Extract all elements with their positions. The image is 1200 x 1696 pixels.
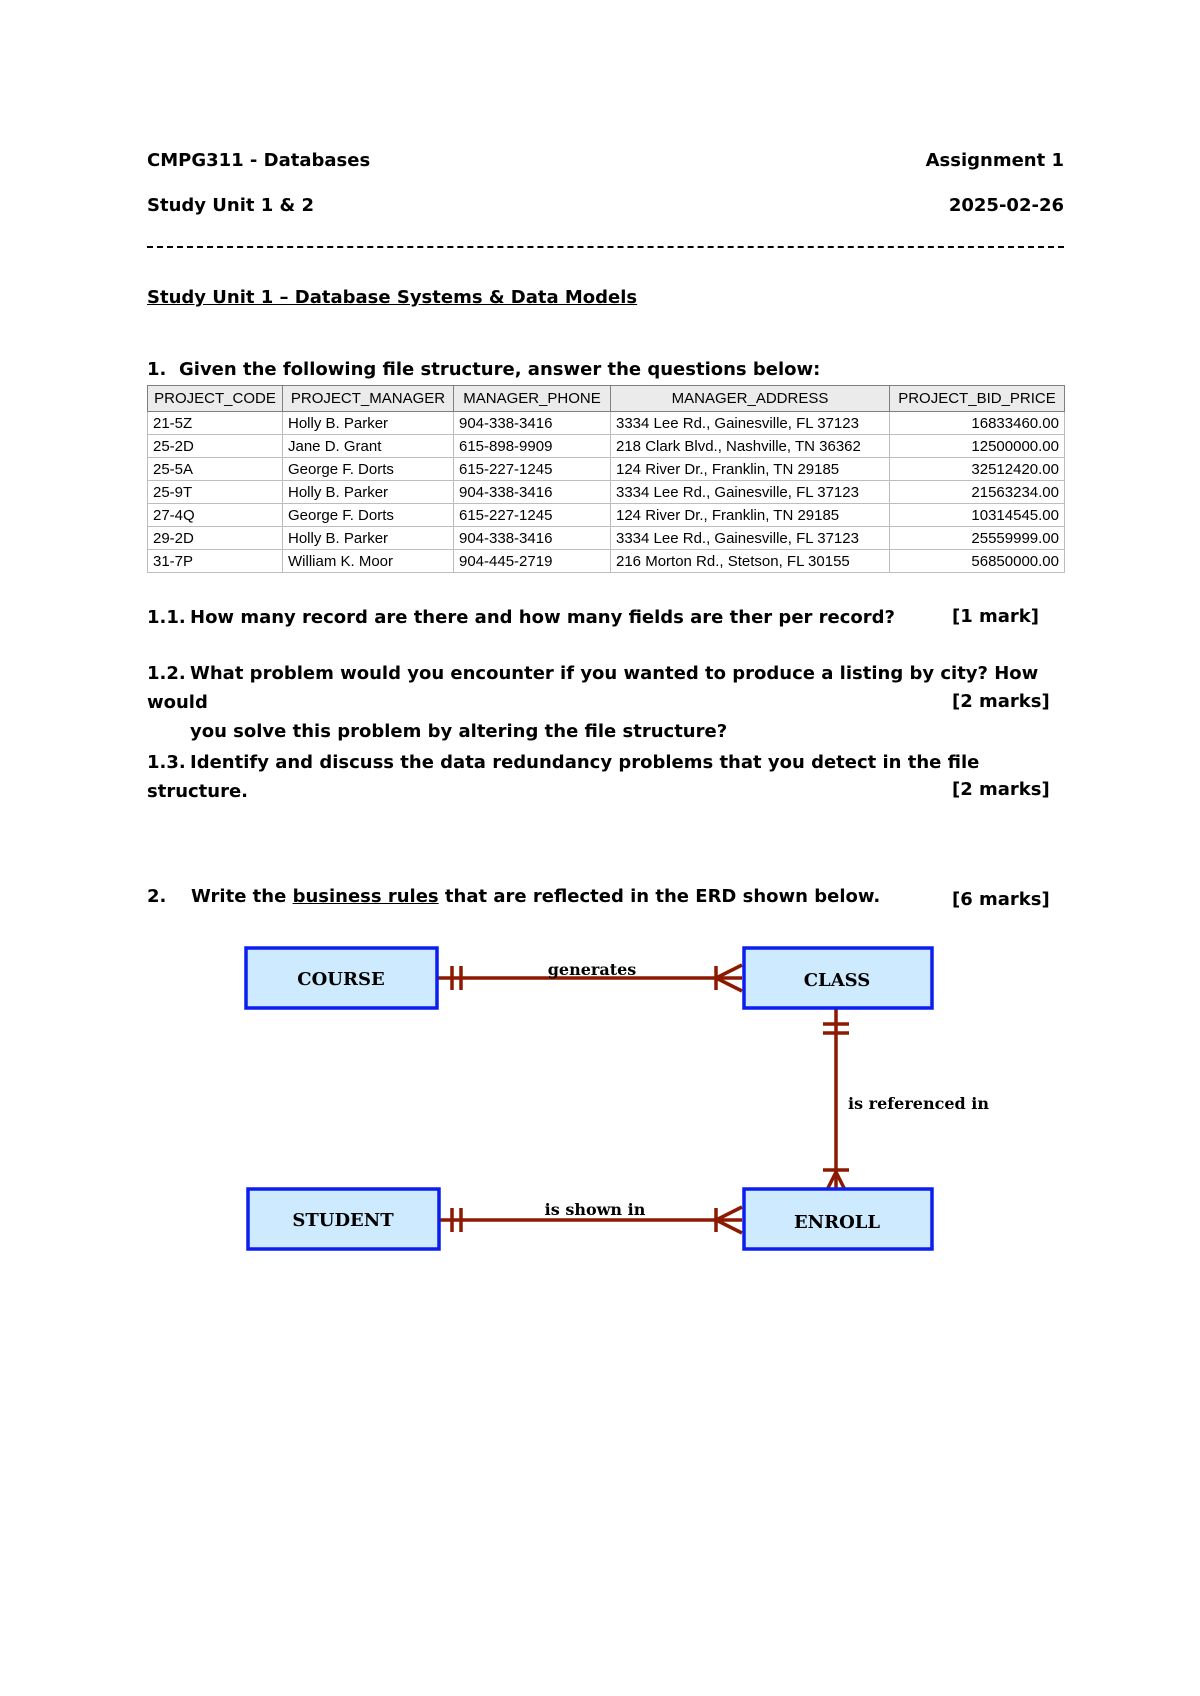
question-1-3-number: 1.3.: [147, 752, 186, 773]
question-1-3-marks: [2 marks]: [952, 779, 1050, 800]
study-units-label: Study Unit 1 & 2: [147, 195, 315, 216]
entity-student: [248, 1189, 439, 1249]
table-cell: 3334 Lee Rd., Gainesville, FL 37123: [611, 481, 890, 504]
table-row: [148, 412, 1065, 435]
table-cell: 16833460.00: [890, 412, 1065, 435]
table-cell: George F. Dorts: [283, 458, 454, 481]
table-cell: 12500000.00: [890, 435, 1065, 458]
table-cell: 31-7P: [148, 550, 283, 573]
table-cell: 25-9T: [148, 481, 283, 504]
entity-class-label: CLASS: [803, 970, 871, 991]
table-cell: 124 River Dr., Franklin, TN 29185: [611, 458, 890, 481]
table-cell: 56850000.00: [890, 550, 1065, 573]
table-cell: 216 Morton Rd., Stetson, FL 30155: [611, 550, 890, 573]
question-1-2-text: What problem would you encounter if you wanted to produce a listing by city? How would: [147, 663, 1039, 713]
table-row: [148, 504, 1065, 527]
entity-course: [246, 948, 437, 1008]
table-cell: 904-338-3416: [454, 527, 611, 550]
column-header: PROJECT_CODE: [148, 386, 283, 412]
table-row: [148, 435, 1065, 458]
question-2-number: 2.: [147, 886, 167, 907]
column-header: PROJECT_BID_PRICE: [890, 386, 1065, 412]
table-cell: 3334 Lee Rd., Gainesville, FL 37123: [611, 412, 890, 435]
table-cell: 904-445-2719: [454, 550, 611, 573]
table-cell: George F. Dorts: [283, 504, 454, 527]
course-title: CMPG311 - Databases: [147, 150, 371, 171]
table-cell: Holly B. Parker: [283, 527, 454, 550]
column-header: MANAGER_PHONE: [454, 386, 611, 412]
relationship-is-shown-in-label: is shown in: [544, 1200, 646, 1219]
due-date: 2025-02-26: [948, 195, 1064, 216]
entity-enroll: [744, 1189, 932, 1249]
column-header: MANAGER_ADDRESS: [611, 386, 890, 412]
table-row: [148, 458, 1065, 481]
table-cell: 25-2D: [148, 435, 283, 458]
table-cell: 904-338-3416: [454, 412, 611, 435]
table-cell: 615-898-9909: [454, 435, 611, 458]
table-cell: 27-4Q: [148, 504, 283, 527]
entity-enroll-label: ENROLL: [793, 1212, 881, 1233]
entity-course-label: COURSE: [297, 969, 385, 990]
question-1-2-marks: [2 marks]: [952, 691, 1050, 712]
table-cell: 615-227-1245: [454, 504, 611, 527]
question-1: [147, 359, 820, 380]
relationship-generates-label: generates: [547, 960, 637, 979]
table-cell: 10314545.00: [890, 504, 1065, 527]
question-1-1-marks: [1 mark]: [952, 606, 1039, 627]
table-cell: 32512420.00: [890, 458, 1065, 481]
question-1-1-number: 1.1.: [147, 607, 186, 628]
header-divider: [147, 246, 1064, 248]
table-cell: Jane D. Grant: [283, 435, 454, 458]
file-structure-table: [147, 385, 1065, 573]
table-cell: William K. Moor: [283, 550, 454, 573]
table-row: [148, 481, 1065, 504]
table-cell: 21563234.00: [890, 481, 1065, 504]
table-row: [148, 550, 1065, 573]
table-cell: 25-5A: [148, 458, 283, 481]
question-1-text: Given the following file structure, answer the questions below:: [179, 359, 821, 380]
table-cell: Holly B. Parker: [283, 481, 454, 504]
table-cell: 218 Clark Blvd., Nashville, TN 36362: [611, 435, 890, 458]
table-cell: 21-5Z: [148, 412, 283, 435]
business-rules-term: business rules: [292, 886, 439, 907]
question-2: [147, 886, 880, 907]
question-1-number: 1.: [147, 359, 167, 380]
erd-diagram: [240, 945, 1000, 1275]
relationship-is-referenced-in-label: is referenced in: [848, 1094, 989, 1113]
question-2-text-start: Write the: [191, 886, 293, 907]
question-2-text-end: that are reflected in the ERD shown below.: [438, 886, 881, 907]
table-cell: Holly B. Parker: [283, 412, 454, 435]
question-1-1: [147, 603, 1047, 632]
table-row: [148, 527, 1065, 550]
question-1-1-text: How many record are there and how many fields are ther per record?: [190, 607, 895, 628]
question-1-2: [147, 659, 1047, 746]
table-cell: 3334 Lee Rd., Gainesville, FL 37123: [611, 527, 890, 550]
question-1-2-text-cont: you solve this problem by altering the file structure?: [190, 721, 728, 742]
question-1-3-text: Identify and discuss the data redundancy problems that you detect in the file structure.: [147, 752, 980, 802]
table-cell: 124 River Dr., Franklin, TN 29185: [611, 504, 890, 527]
question-1-2-number: 1.2.: [147, 663, 186, 684]
assignment-title: Assignment 1: [925, 150, 1064, 171]
table-header-row: [148, 386, 1065, 412]
entity-student-label: STUDENT: [292, 1210, 394, 1231]
table-cell: 25559999.00: [890, 527, 1065, 550]
table-cell: 904-338-3416: [454, 481, 611, 504]
column-header: PROJECT_MANAGER: [283, 386, 454, 412]
table-cell: 29-2D: [148, 527, 283, 550]
table-cell: 615-227-1245: [454, 458, 611, 481]
question-1-3: [147, 748, 1047, 806]
question-2-marks: [6 marks]: [952, 889, 1050, 910]
entity-class: [744, 948, 932, 1008]
section-title: Study Unit 1 – Database Systems & Data Models: [147, 287, 638, 308]
